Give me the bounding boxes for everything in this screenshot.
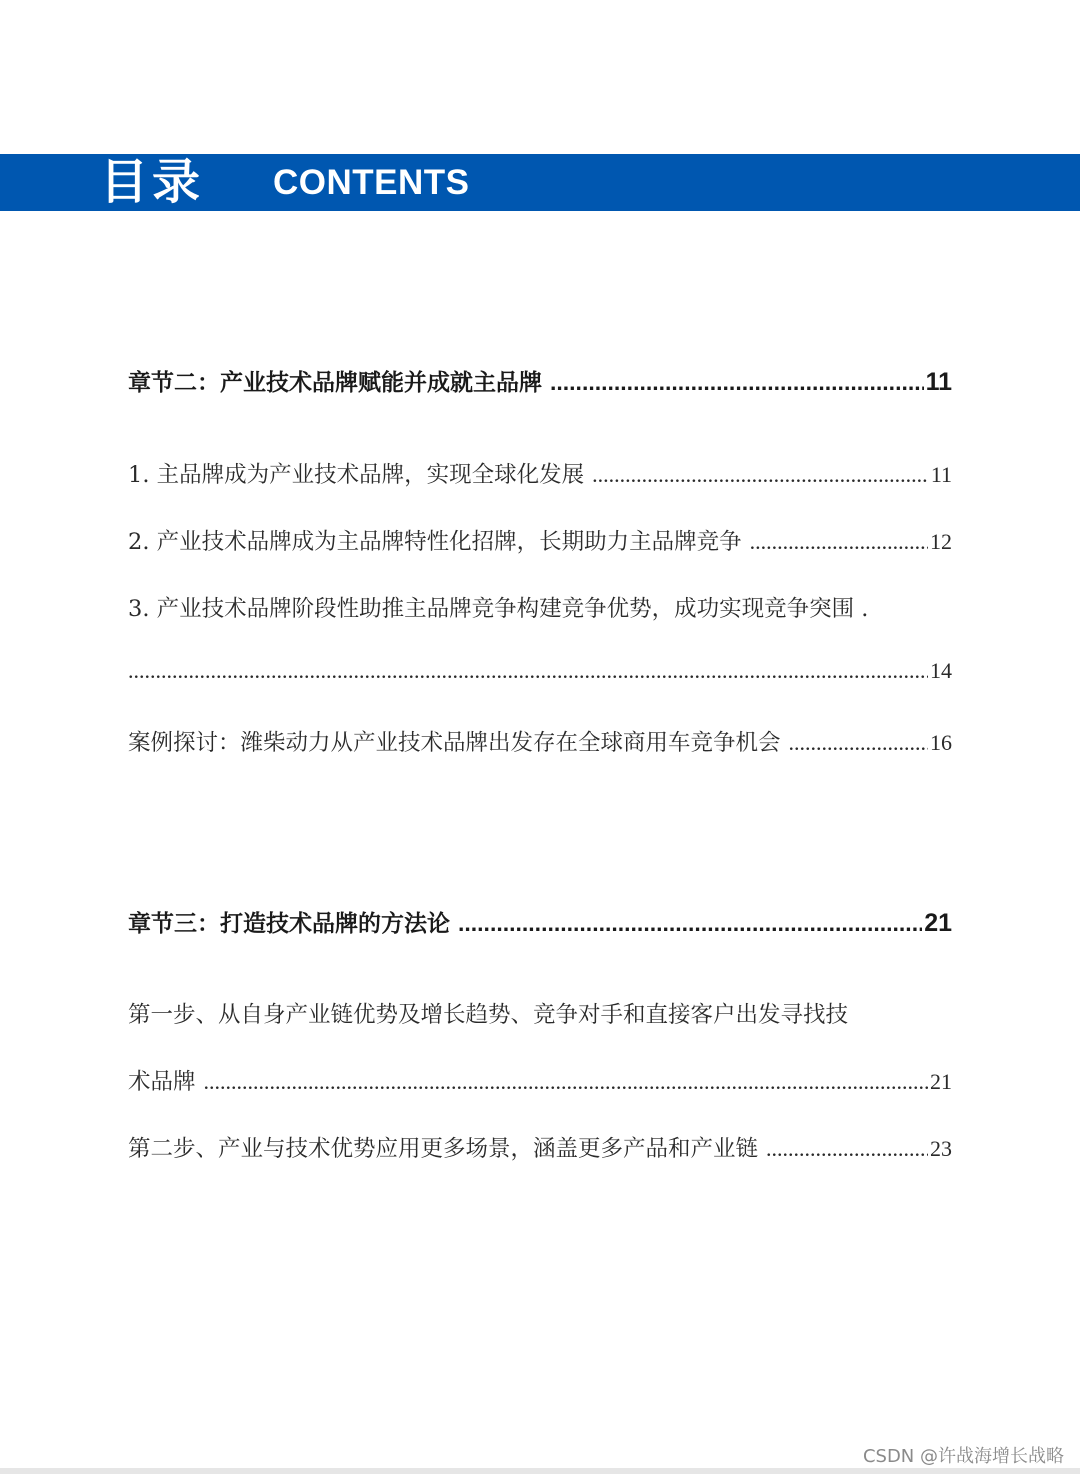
toc-entry-title: 术品牌 <box>128 1069 196 1095</box>
toc-entry-title[interactable]: 3. 产业技术品牌阶段性助推主品牌竞争构建竞争优势，成功实现竞争突围 . <box>128 596 869 622</box>
header-title-en: CONTENTS <box>273 163 470 202</box>
toc-entry-page: 23 <box>930 1136 952 1161</box>
toc-chapter-2-page: 11 <box>925 368 952 396</box>
dot-leader <box>550 369 924 396</box>
toc-entry-page: 12 <box>930 529 952 554</box>
toc-entry-title: 1. 主品牌成为产业技术品牌，实现全球化发展 <box>128 462 585 488</box>
dot-leader <box>204 1069 928 1095</box>
toc-entry-page: 16 <box>930 730 952 755</box>
toc-entry-continuation[interactable] <box>128 1064 952 1096</box>
toc-entry-page: 14 <box>930 658 952 683</box>
dot-leader <box>592 462 929 488</box>
toc-entry[interactable] <box>128 1131 952 1163</box>
toc-chapter-2[interactable] <box>128 364 952 397</box>
toc-chapter-2-title: 章节二：产业技术品牌赋能并成就主品牌 <box>128 370 542 396</box>
toc-entry-continuation[interactable] <box>128 658 952 684</box>
toc-entry-page: 11 <box>930 462 952 487</box>
toc-entry-title: 2. 产业技术品牌成为主品牌特性化招牌，长期助力主品牌竞争 <box>128 529 742 555</box>
bottom-divider <box>0 1468 1080 1474</box>
toc-entry-title[interactable]: 第一步、从自身产业链优势及增长趋势、竞争对手和直接客户出发寻找技 <box>128 1002 849 1028</box>
dot-leader <box>458 910 922 937</box>
toc-entry-title: 案例探讨：潍柴动力从产业技术品牌出发存在全球商用车竞争机会 <box>128 730 781 756</box>
toc-entry[interactable] <box>128 457 952 489</box>
toc-entry[interactable] <box>128 524 952 556</box>
header-title-cn: 目录 <box>100 154 205 210</box>
toc-chapter-3-title: 章节三：打造技术品牌的方法论 <box>128 911 450 937</box>
dot-leader <box>128 658 928 684</box>
toc-chapter-3[interactable] <box>128 905 952 938</box>
toc-entry-title: 第二步、产业与技术优势应用更多场景，涵盖更多产品和产业链 <box>128 1136 759 1162</box>
toc-entry-case[interactable] <box>128 725 952 757</box>
dot-leader <box>766 1136 928 1162</box>
dot-leader <box>750 529 928 555</box>
csdn-watermark: CSDN @许战海增长战略 <box>862 1446 1064 1467</box>
dot-leader <box>789 730 928 756</box>
toc-chapter-3-page: 21 <box>924 909 952 937</box>
toc-entry-page: 21 <box>930 1069 952 1094</box>
